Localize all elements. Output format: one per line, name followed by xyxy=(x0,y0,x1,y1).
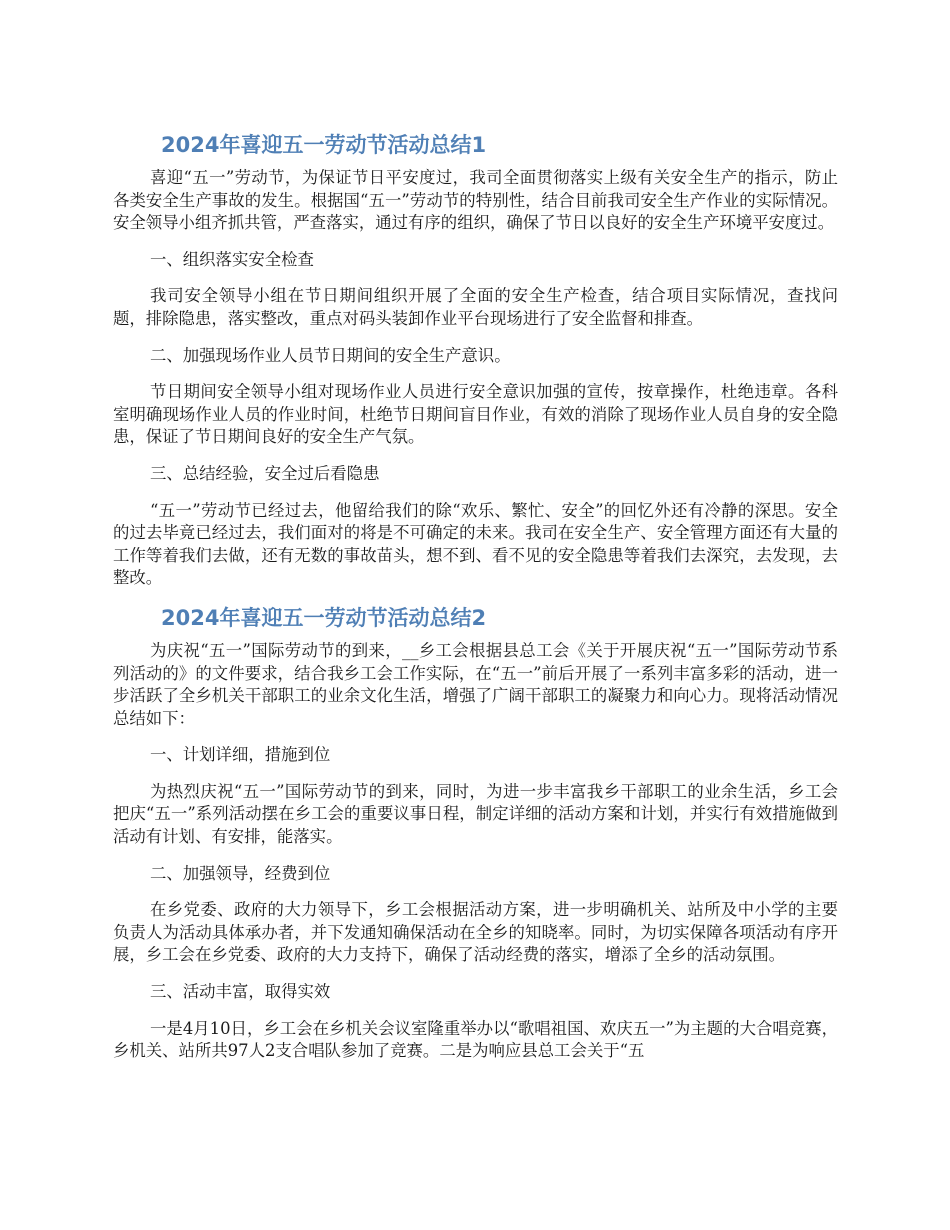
subheading: 一、计划详细，措施到位 xyxy=(150,745,331,765)
paragraph: 我司安全领导小组在节日期间组织开展了全面的安全生产检查，结合项目实际情况，查找问题，排除隐患，落实整改，重点对码头装卸作业平台现场进行了安全监督和排查。 xyxy=(113,286,838,328)
subheading: 三、总结经验，安全过后看隐患 xyxy=(150,463,380,483)
subheading: 三、活动丰富，取得实效 xyxy=(150,982,331,1002)
paragraph: 喜迎“五一”劳动节，为保证节日平安度过，我司全面贯彻落实上级有关安全生产的指示，防止各类安全生产事故的发生。根据国“五一”劳动节的特别性，结合目前我司安全生产作业的实际情况。安全领导小组齐抓共管，严查落实，通过有序的组织，确保了节日以良好的安全生产环境平安度过。 xyxy=(113,168,838,233)
document-page xyxy=(113,0,838,1063)
subheading: 二、加强领导，经费到位 xyxy=(150,863,331,883)
paragraph: 一是4月10日，乡工会在乡机关会议室隆重举办以“歌唱祖国、欢庆五一”为主题的大合唱竞赛，乡机关、站所共97人2支合唱队参加了竞赛。二是为响应县总工会关于“五 xyxy=(113,1018,838,1061)
section-title: 2024年喜迎五一劳动节活动总结2 xyxy=(161,605,487,630)
paragraph: 节日期间安全领导小组对现场作业人员进行安全意识加强的宣传，按章操作，杜绝违章。各科室明确现场作业人员的作业时间，杜绝节日期间盲目作业，有效的消除了现场作业人员自身的安全隐患，保证了节日期间良好的安全生产气氛。 xyxy=(113,382,838,447)
paragraph: 在乡党委、政府的大力领导下，乡工会根据活动方案，进一步明确机关、站所及中小学的主要负责人为活动具体承办者，并下发通知确保活动在全乡的知晓率。同时，为切实保障各项活动有序开展，乡工会在乡党委、政府的大力支持下，确保了活动经费的落实，增添了全乡的活动氛围。 xyxy=(113,900,838,965)
paragraph: “五一”劳动节已经过去，他留给我们的除“欢乐、繁忙、安全”的回忆外还有冷静的深思。安全的过去毕竟已经过去，我们面对的将是不可确定的未来。我司在安全生产、安全管理方面还有大量的工作等着我们去做，还有无数的事故苗头，想不到、看不见的安全隐患等着我们去深究，去发现，去整改。 xyxy=(113,500,838,588)
section-title: 2024年喜迎五一劳动节活动总结1 xyxy=(161,133,487,157)
paragraph: 为热烈庆祝“五一”国际劳动节的到来，同时，为进一步丰富我乡干部职工的业余生活，乡工会把庆“五一”系列活动摆在乡工会的重要议事日程，制定详细的活动方案和计划，并实行有效措施做到活动有计划、有安排，能落实。 xyxy=(113,781,838,847)
paragraph: 为庆祝“五一”国际劳动节的到来，__乡工会根据县总工会《关于开展庆祝“五一”国际劳动节系列活动的》的文件要求，结合我乡工会工作实际，在“五一”前后开展了一系列丰富多彩的活动，进一步活跃了全乡机关干部职工的业余文化生活，增强了广阔干部职工的凝聚力和向心力。现将活动情况总结如下： xyxy=(113,640,838,728)
subheading: 一、组织落实安全检查 xyxy=(150,249,314,269)
subheading: 二、加强现场作业人员节日期间的安全生产意识。 xyxy=(150,345,511,365)
